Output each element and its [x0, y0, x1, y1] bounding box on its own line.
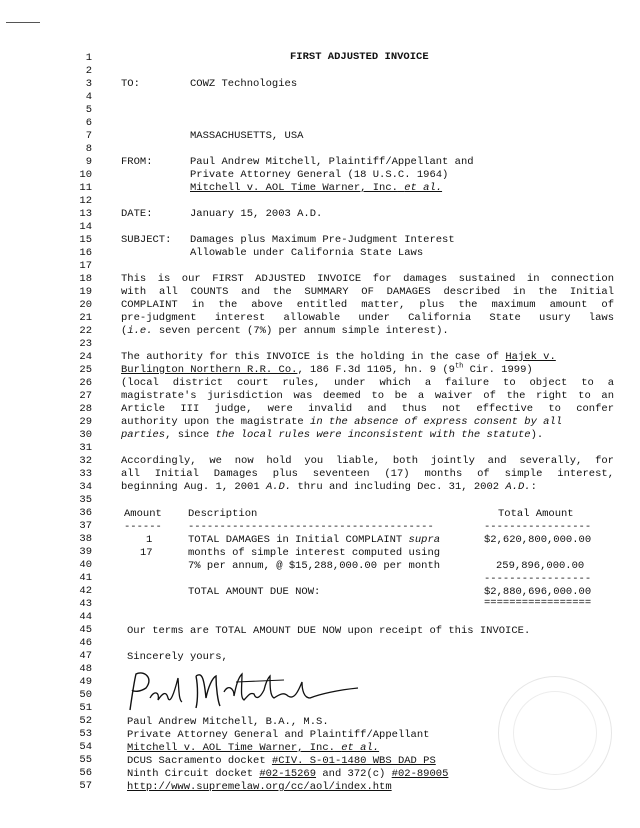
line-number: 21 [79, 312, 92, 324]
date-label: DATE: [121, 208, 153, 220]
line-number: 56 [79, 767, 92, 779]
ninth-label: Ninth Circuit docket [127, 768, 260, 780]
para3-line-3 [121, 481, 537, 494]
para3-line-2: all Initial Damages plus seventeen (17) months of simple interest, [121, 468, 614, 480]
row3-description: 7% per annum, @ $15,288,000.00 per month [188, 560, 441, 572]
ad-2: A.D. [505, 481, 531, 493]
dcus-docket [127, 755, 436, 768]
para2-line-2 [121, 364, 533, 377]
line-number: 53 [79, 728, 92, 740]
line-number: 18 [79, 273, 92, 285]
line-number: 16 [79, 247, 92, 259]
line-number: 26 [79, 377, 92, 389]
para1-line-4: pre-judgment interest allowable under California State usury laws [121, 312, 614, 324]
line-number: 17 [79, 260, 92, 272]
total-due-label: TOTAL AMOUNT DUE NOW: [188, 586, 321, 598]
from-line-1: Paul Andrew Mitchell, Plaintiff/Appellant and [190, 156, 474, 168]
line-number: 25 [79, 364, 92, 376]
line-number: 1 [85, 52, 92, 64]
signer-name: Paul Andrew Mitchell, B.A., M.S. [127, 716, 329, 728]
row2-amount: 17 [140, 547, 153, 559]
para1-line-2: with all COUNTS and the SUMMARY OF DAMAGES described in the Initial [121, 286, 614, 298]
express-consent: in the absence of express consent by all [310, 416, 563, 428]
from-line-3 [190, 182, 442, 195]
para1-line-5 [121, 325, 449, 338]
from-label: FROM: [121, 156, 153, 168]
colon: : [530, 481, 537, 493]
line-number: 45 [79, 624, 92, 636]
line-number: 29 [79, 416, 92, 428]
paren: ( [121, 325, 128, 337]
col-amount-header: Amount [124, 508, 162, 520]
line-number: 57 [79, 780, 92, 792]
line-number: 40 [79, 559, 92, 571]
total-due-value: $2,880,696,000.00 [484, 586, 592, 598]
sum-rule: ----------------- [484, 573, 592, 585]
document-title: FIRST ADJUSTED INVOICE [290, 51, 429, 63]
para2-line-1-text: The authority for this INVOICE is the holding in the case of [121, 351, 506, 363]
line-number: 43 [79, 598, 92, 610]
line-number: 32 [79, 455, 92, 467]
line-number: 3 [85, 78, 92, 90]
para1-line-5-rest: seven percent (7%) per annum simple interest). [152, 325, 449, 337]
citation: , 186 F.3d 1105, hn. 9 (9 [297, 364, 455, 376]
line-number: 6 [85, 117, 92, 129]
row1-total: $2,620,800,000.00 [484, 534, 592, 546]
local-rules: the local rules were inconsistent with the statute [215, 429, 531, 441]
line-number: 51 [79, 702, 92, 714]
case-name: Mitchell v. AOL Time Warner, Inc. [190, 182, 398, 194]
line-number: 46 [79, 637, 92, 649]
row1-description [188, 534, 440, 547]
subject-line-1: Damages plus Maximum Pre-Judgment Interest [190, 234, 455, 246]
ad-1: A.D. [265, 481, 292, 493]
line-number: 22 [79, 325, 92, 337]
line-number: 23 [79, 338, 92, 350]
col-total-rule: ----------------- [484, 521, 592, 533]
terms-line: Our terms are TOTAL AMOUNT DUE NOW upon receipt of this INVOICE. [127, 625, 531, 637]
case-burlington: Burlington Northern R.R. Co. [121, 364, 298, 376]
line-number: 54 [79, 741, 92, 753]
line-number: 27 [79, 390, 92, 402]
case-etal: et al. [404, 182, 443, 194]
col-amount-rule: ------ [124, 521, 162, 533]
line-number: 42 [79, 585, 92, 597]
row1-amount: 1 [146, 534, 153, 546]
line-number: 48 [79, 663, 92, 675]
subject-label: SUBJECT: [121, 234, 172, 246]
col-description-header: Description [188, 508, 258, 520]
dcus-label: DCUS Sacramento docket [127, 755, 272, 767]
faint-seal [498, 676, 612, 790]
para2-line-1 [121, 351, 556, 364]
para2-line-4: magistrate's jurisdiction was deemed to be a waiver of the right to an [121, 390, 614, 402]
ninth-docket-link-2[interactable]: #02-89005 [391, 768, 449, 780]
para2-line-7 [121, 429, 543, 442]
line-number: 47 [79, 650, 92, 662]
line-number: 50 [79, 689, 92, 701]
line-number: 9 [85, 156, 92, 168]
line-number: 35 [79, 494, 92, 506]
line-number: 36 [79, 507, 92, 519]
to-label: TO: [121, 78, 140, 90]
row3-total: 259,896,000.00 [496, 560, 585, 572]
line-number: 4 [85, 91, 92, 103]
signature [124, 668, 364, 718]
line-number: 49 [79, 676, 92, 688]
line-number: 33 [79, 468, 92, 480]
row2-description: months of simple interest computed using [188, 547, 441, 559]
to-name: COWZ Technologies [190, 78, 298, 90]
line-number: 20 [79, 299, 92, 311]
website-url[interactable]: http://www.supremelaw.org/cc/aol/index.htm [127, 781, 392, 793]
para2-line-6-text: authority upon the magistrate [121, 416, 311, 428]
para1-line-3: COMPLAINT in the above entitled matter, plus the maximum amount of [121, 299, 614, 311]
ordinal-sup: th [454, 362, 464, 371]
line-number: 13 [79, 208, 92, 220]
line-number: 31 [79, 442, 92, 454]
line-number: 52 [79, 715, 92, 727]
parties: parties [121, 429, 166, 441]
line-number: 55 [79, 754, 92, 766]
line-number: 41 [79, 572, 92, 584]
line-number: 5 [85, 104, 92, 116]
ie-abbrev: i.e. [127, 325, 153, 337]
col-total-header: Total Amount [498, 508, 574, 520]
signer-case-etal: et al. [341, 742, 380, 754]
line-number: 24 [79, 351, 92, 363]
para1-line-1: This is our FIRST ADJUSTED INVOICE for damages sustained in connection [121, 273, 614, 285]
para3-line-1: Accordingly, we now hold you liable, both jointly and severally, for [121, 455, 614, 467]
total-double-rule: ================= [484, 597, 592, 609]
line-number: 44 [79, 611, 92, 623]
since: , since [165, 429, 216, 441]
ninth-and: and 372(c) [316, 768, 392, 780]
line-number: 11 [79, 182, 92, 194]
line-number: 10 [79, 169, 92, 181]
para3-thru: thru and including Dec. 31, 2002 [291, 481, 506, 493]
para2-line-6 [121, 416, 562, 429]
ninth-docket [127, 768, 448, 781]
line-number: 19 [79, 286, 92, 298]
para2-end: ). [530, 429, 544, 441]
citation-end: Cir. 1999) [463, 364, 533, 376]
subject-line-2: Allowable under California State Laws [190, 247, 424, 259]
signer-case [127, 742, 379, 755]
line-number: 2 [85, 65, 92, 77]
line-number: 30 [79, 429, 92, 441]
line-number: 39 [79, 546, 92, 558]
seal-inner-ring [513, 691, 597, 775]
para3-begin: beginning Aug. 1, 2001 [121, 481, 266, 493]
line-number: 15 [79, 234, 92, 246]
sincerely: Sincerely yours, [127, 651, 228, 663]
line-number: 14 [79, 221, 92, 233]
date-value: January 15, 2003 A.D. [190, 208, 323, 220]
line-number: 34 [79, 481, 92, 493]
line-number: 38 [79, 533, 92, 545]
col-description-rule: --------------------------------------- [188, 521, 434, 533]
signer-title: Private Attorney General and Plaintiff/Appellant [127, 729, 430, 741]
dcus-docket-link[interactable]: #CIV. S-01-1480 WBS DAD PS [271, 755, 436, 767]
margin-mark [6, 22, 40, 23]
para2-line-3: (local district court rules, under which a failure to object to a [121, 377, 614, 389]
from-line-2: Private Attorney General (18 U.S.C. 1964) [190, 169, 449, 181]
line-number: 28 [79, 403, 92, 415]
supra: supra [408, 534, 441, 546]
to-location: MASSACHUSETTS, USA [190, 130, 304, 142]
row1-desc-text: TOTAL DAMAGES in Initial COMPLAINT [188, 534, 409, 546]
line-number: 37 [79, 520, 92, 532]
case-hajek: Hajek v. [505, 351, 556, 363]
line-number: 7 [85, 130, 92, 142]
line-number: 8 [85, 143, 92, 155]
ninth-docket-link-1[interactable]: #02-15269 [259, 768, 317, 780]
line-number: 12 [79, 195, 92, 207]
signer-case-name: Mitchell v. AOL Time Warner, Inc. [127, 742, 335, 754]
para2-line-5: Article III judge, were invalid and thus not effective to confer [121, 403, 614, 415]
